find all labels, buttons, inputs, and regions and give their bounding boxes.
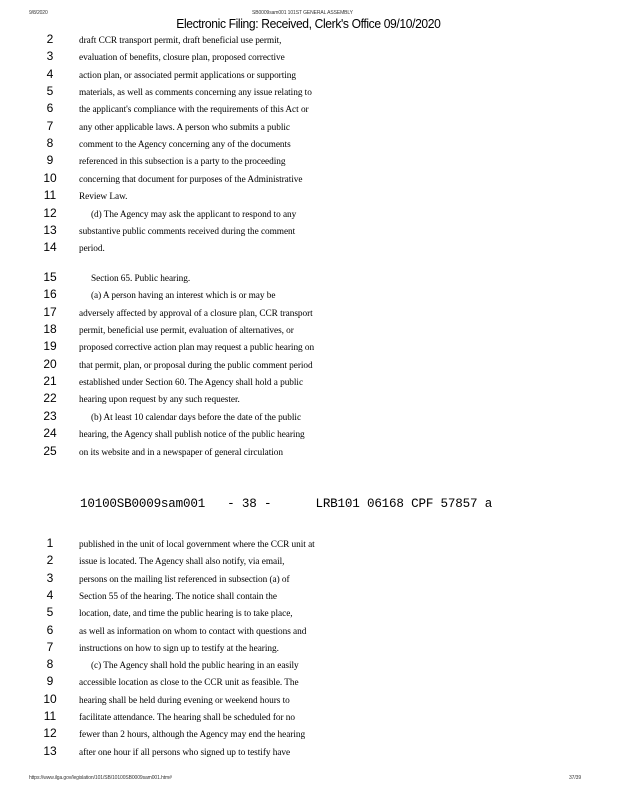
line-text: adversely affected by approval of a closure plan, CCR transport xyxy=(79,308,313,319)
line-number: 9 xyxy=(46,153,54,168)
line-text: fewer than 2 hours, although the Agency may end the hearing xyxy=(79,730,306,741)
document-line xyxy=(0,32,618,52)
document-line xyxy=(0,222,618,243)
line-number: 4 xyxy=(46,587,54,602)
line-text: substantive public comments received during the comment xyxy=(79,226,296,237)
document-line xyxy=(0,443,618,464)
print-date: 9/8/2020 xyxy=(29,10,48,16)
line-number: 12 xyxy=(43,205,57,220)
line-number: 1 xyxy=(46,536,54,550)
line-number: 3 xyxy=(46,570,54,585)
line-number: 6 xyxy=(46,622,54,637)
document-line xyxy=(0,153,618,173)
line-number: 7 xyxy=(46,639,54,654)
line-text: after one hour if all persons who signed up to testify have xyxy=(79,747,291,758)
line-number: 25 xyxy=(43,443,57,458)
print-title: SB0009sam001 101ST GENERAL ASSEMBLY xyxy=(252,10,353,16)
line-text: permit, beneficial use permit, evaluation of alternatives, or xyxy=(79,326,294,337)
line-text: hearing, the Agency shall publish notice of the public hearing xyxy=(79,430,305,441)
line-text: evaluation of benefits, closure plan, proposed corrective xyxy=(79,53,285,64)
document-line xyxy=(0,84,618,104)
line-number: 12 xyxy=(43,726,57,741)
document-line xyxy=(0,205,618,226)
document-line xyxy=(0,570,618,591)
line-text: the applicant's compliance with the requirements of this Act or xyxy=(79,105,309,116)
document-line xyxy=(0,170,618,191)
line-number: 10 xyxy=(43,170,57,185)
line-text: draft CCR transport permit, draft beneficial use permit, xyxy=(79,36,282,46)
line-number: 18 xyxy=(43,322,57,337)
line-text: (a) A person having an interest which is or may be xyxy=(91,291,276,302)
line-number: 4 xyxy=(46,66,54,81)
line-text: Review Law. xyxy=(79,192,128,203)
line-text: hearing upon request by any such requester. xyxy=(79,395,240,406)
line-number: 3 xyxy=(46,49,54,64)
line-number: 10 xyxy=(43,691,57,706)
line-text: accessible location as close to the CCR unit as feasible. The xyxy=(79,678,299,689)
line-number: 11 xyxy=(43,709,57,723)
line-text: (d) The Agency may ask the applicant to respond to any xyxy=(91,209,297,220)
line-number: 5 xyxy=(46,84,54,99)
line-number: 13 xyxy=(43,222,57,237)
document-line xyxy=(0,188,618,208)
line-text: on its website and in a newspaper of general circulation xyxy=(79,447,283,458)
line-number: 17 xyxy=(43,304,57,319)
document-line xyxy=(0,553,618,573)
line-text: concerning that document for purposes of the Administrative xyxy=(79,174,303,185)
line-number: 13 xyxy=(43,743,57,758)
line-number: 20 xyxy=(43,356,57,371)
line-text: (c) The Agency shall hold the public hearing in an easily xyxy=(91,661,299,672)
bill-id: 10100SB0009sam001 xyxy=(80,497,206,511)
print-page-number: 37/39 xyxy=(569,775,582,781)
document-line xyxy=(0,374,618,394)
line-text: persons on the mailing list referenced in subsection (a) of xyxy=(79,574,290,585)
line-text: instructions on how to sign up to testify at the hearing. xyxy=(79,643,279,654)
line-text: facilitate attendance. The hearing shall be scheduled for no xyxy=(79,713,295,723)
document-line xyxy=(0,726,618,746)
line-text: established under Section 60. The Agency shall hold a public xyxy=(79,378,304,389)
line-text: referenced in this subsection is a party to the proceeding xyxy=(79,157,286,168)
line-text: action plan, or associated permit applications or supporting xyxy=(79,70,296,81)
document-line xyxy=(0,49,618,69)
line-number: 5 xyxy=(46,605,54,620)
document-line xyxy=(0,136,618,156)
line-number: 6 xyxy=(46,101,54,116)
document-line xyxy=(0,605,618,625)
document-line xyxy=(0,622,618,643)
line-text: Section 55 of the hearing. The notice shall contain the xyxy=(79,591,277,602)
lrb-id: LRB101 06168 CPF 57857 a xyxy=(315,497,493,511)
line-text: as well as information on whom to contact with questions and xyxy=(79,626,307,637)
document-line xyxy=(0,426,618,446)
document-line xyxy=(0,66,618,87)
line-text: (b) At least 10 calendar days before the date of the public xyxy=(91,412,302,423)
line-number: 9 xyxy=(46,674,54,689)
line-number: 21 xyxy=(43,374,57,389)
page-label: - 38 - xyxy=(227,497,272,511)
line-number: 16 xyxy=(43,287,57,302)
line-text: comment to the Agency concerning any of the documents xyxy=(79,140,291,151)
document-line xyxy=(0,356,618,377)
line-number: 23 xyxy=(43,408,57,423)
line-number: 22 xyxy=(43,391,57,406)
print-url: https://www.ilga.gov/legislation/101/SB/10100SB0009sam001.htm# xyxy=(29,775,172,781)
document-line xyxy=(0,287,618,307)
line-text: period. xyxy=(79,244,105,255)
document-line xyxy=(0,101,618,121)
document-line xyxy=(0,587,618,608)
bill-footer xyxy=(80,497,492,511)
document-line xyxy=(0,639,618,660)
document-line xyxy=(0,408,618,429)
line-number: 14 xyxy=(43,240,57,255)
document-line xyxy=(0,391,618,411)
line-text: hearing shall be held during evening or weekend hours to xyxy=(79,695,290,706)
document-line xyxy=(0,536,618,556)
line-number: 24 xyxy=(43,426,57,441)
line-text: any other applicable laws. A person who submits a public xyxy=(79,122,290,133)
document-line xyxy=(0,270,618,290)
document-line xyxy=(0,743,618,764)
line-number: 2 xyxy=(46,32,54,46)
document-line xyxy=(0,304,618,325)
line-text: materials, as well as comments concerning any issue relating to xyxy=(79,88,312,99)
line-text: proposed corrective action plan may request a public hearing on xyxy=(79,343,315,354)
line-text: that permit, plan, or proposal during the public comment period xyxy=(79,360,313,371)
line-number: 7 xyxy=(46,118,54,133)
line-number: 11 xyxy=(43,188,57,203)
filing-stamp: Electronic Filing: Received, Clerk's Office 09/10/2020 xyxy=(176,16,441,31)
line-number: 8 xyxy=(46,657,54,672)
line-text: published in the unit of local government where the CCR unit at xyxy=(79,540,315,550)
document-line xyxy=(0,709,618,729)
document-line xyxy=(0,118,618,139)
line-text: location, date, and time the public hearing is to take place, xyxy=(79,609,293,620)
line-number: 19 xyxy=(43,339,57,354)
line-number: 8 xyxy=(46,136,54,151)
document-line xyxy=(0,657,618,677)
line-text: issue is located. The Agency shall also notify, via email, xyxy=(79,557,285,568)
document-line xyxy=(0,322,618,342)
document-line xyxy=(0,691,618,712)
document-line xyxy=(0,339,618,359)
line-number: 15 xyxy=(43,270,57,284)
document-line xyxy=(0,240,618,260)
line-text: Section 65. Public hearing. xyxy=(91,274,191,284)
document-line xyxy=(0,674,618,694)
line-number: 2 xyxy=(46,553,54,568)
